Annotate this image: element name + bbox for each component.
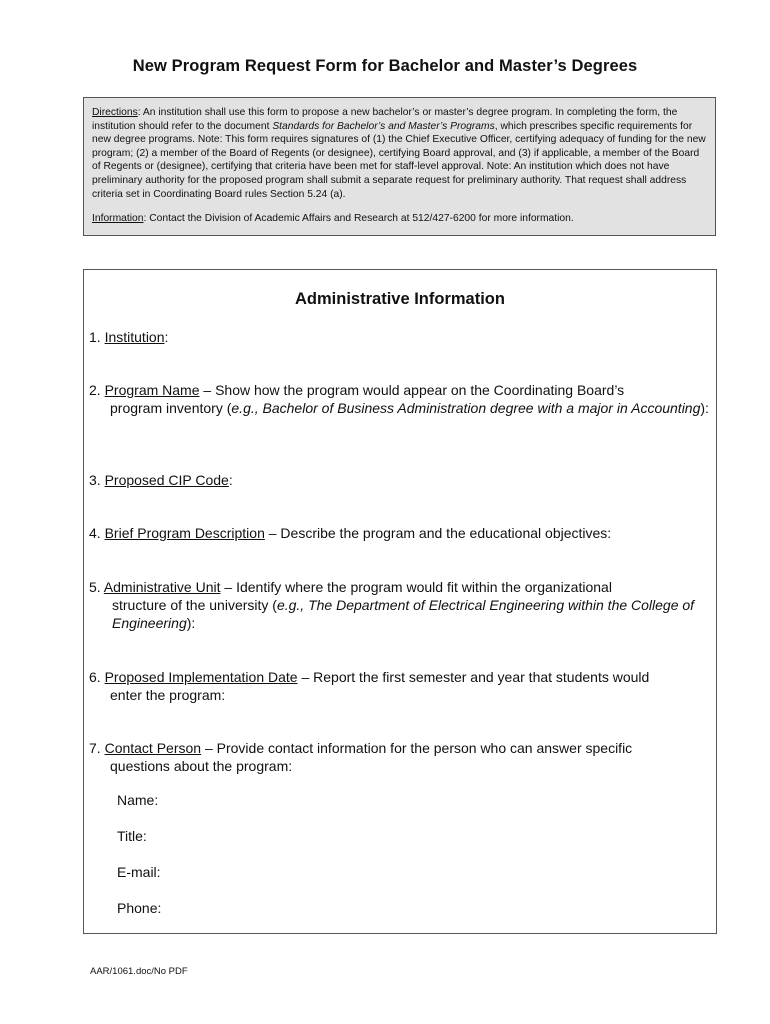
item-text-cont: program inventory ( [110,400,232,416]
footer-doc-id: AAR/1061.doc/No PDF [90,966,188,977]
item-text-cont: structure of the university ( [112,597,277,613]
item-number: 2. [89,382,105,398]
item-label: Program Name [104,382,200,398]
item-number: 1. [89,329,105,345]
item-text-cont: enter the program: [110,687,226,703]
item-number: 5. [89,579,104,595]
item-implementation-date [89,668,709,704]
standards-document-title: Standards for Bachelor’s and Master’s Programs [272,120,495,132]
item-text-cont: questions about the program: [110,758,293,774]
item-program-description [89,524,709,542]
item-label: Contact Person [104,740,202,756]
contact-email-label: E-mail: [117,864,161,880]
item-institution [89,328,709,346]
item-text: – Describe the program and the educational objectives: [264,525,612,541]
information-text: : Contact the Division of Academic Affairs and Research at 512/427-6200 for more information. [143,213,574,225]
item-administrative-unit [89,578,709,632]
item-label: Institution [104,329,165,345]
item-text: – Identify where the program would fit within the organizational [220,579,612,595]
information-paragraph [92,212,708,226]
page-title: New Program Request Form for Bachelor and Master’s Degrees [132,57,638,75]
admin-heading: Administrative Information [295,290,505,308]
directions-box [83,97,716,236]
item-label: Proposed CIP Code [104,472,229,488]
directions-label: Directions [92,107,138,118]
item-label: Brief Program Description [104,525,265,541]
directions-text-2: , which prescribes specific requirements for new degree programs. Note: This form requires signatures of (1) the Chief Executive Officer, certifying adequacy of funding for the new program; (2) a member of the Board of Regents (or designee), certifying Board approval, and (3) if applicable, a member of the Board of Regents or (designee), certifying that criteria have been met for staff-level approval. Note: An institution which does not have preliminary authority for the proposed program shall submit a separate request for preliminary authority. That request shall address criteria set in Coordinating Board rules Section 5.24 (a). [92,120,706,200]
item-label: Administrative Unit [103,579,221,595]
item-text: : [228,472,233,488]
item-text: – Report the first semester and year that students would [297,669,650,685]
item-number: 7. [89,740,105,756]
item-text-end: ): [700,400,709,416]
item-example: e.g., Bachelor of Business Administration degree with a major in Accounting [231,400,701,416]
administrative-information-box [83,269,717,934]
information-label: Information [92,213,144,225]
item-label: Proposed Implementation Date [104,669,298,685]
contact-phone-label: Phone: [117,900,162,916]
item-number: 6. [89,669,105,685]
directions-text-1: : An institution shall use this form to propose a new bachelor’s or master’s degree program. In completing the form, the institution should refer to the document [92,107,678,132]
item-text: : [164,329,169,345]
item-number: 3. [89,472,105,488]
contact-name-label: Name: [117,792,159,808]
item-text-end: ): [186,615,196,631]
item-number: 4. [89,525,105,541]
directions-paragraph [92,106,708,201]
item-contact-person [89,739,709,775]
contact-title-label: Title: [117,828,147,844]
item-cip-code [89,471,709,489]
item-text: – Provide contact information for the person who can answer specific [201,740,633,756]
item-example: e.g., The Department of Electrical Engineering within the College of Engineering [112,597,695,631]
item-program-name [89,381,709,417]
item-text: – Show how the program would appear on the Coordinating Board’s [199,382,625,398]
